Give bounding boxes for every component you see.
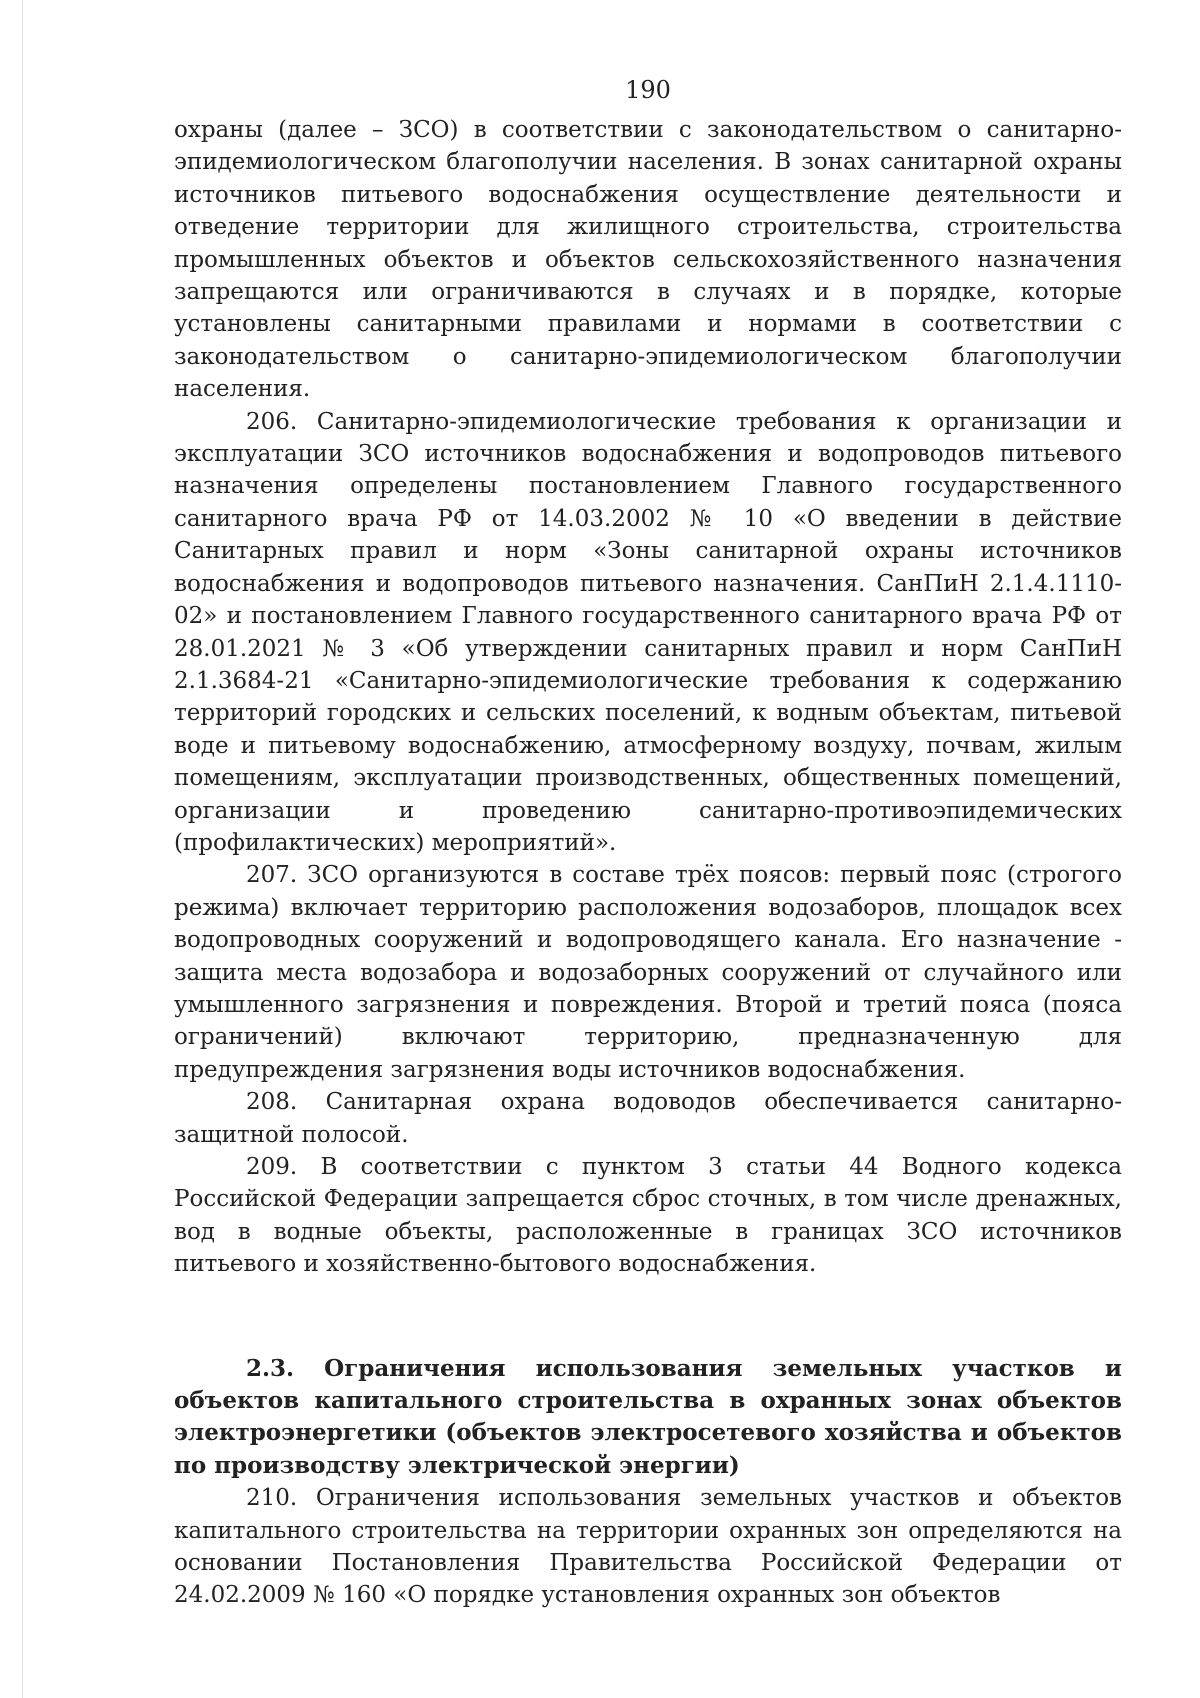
page-edge-line bbox=[22, 0, 23, 1698]
document-page bbox=[174, 70, 1122, 1612]
paragraph-210: 210. Ограничения использования земельных участков и объектов капитального строительства на территории охранных зон определяются на основании Постановления Правительства Российской Федерации от 24.02.2009 № 160 «О порядке установления охранных зон объектов bbox=[174, 1485, 1122, 1609]
paragraph-209: 209. В соответствии с пунктом 3 статьи 44 Водного кодекса Российской Федерации запрещается сброс сточных, в том числе дренажных, вод в водные объекты, расположенные в границах ЗСО источников питьевого и хозяйственно-бытового водоснабжения. bbox=[174, 1154, 1122, 1278]
page-number: 190 bbox=[625, 76, 671, 104]
paragraph-206: 206. Санитарно-эпидемиологические требования к организации и эксплуатации ЗСО источников водоснабжения и водопроводов питьевого назначения определены постановлением Главного государственного санитарного врача РФ от 14.03.2002 № 10 «О введении в действие Санитарных правил и норм «Зоны санитарной охраны источников водоснабжения и водопроводов питьевого назначения. СанПиН 2.1.4.1110-02» и постановлением Главного государственного санитарного врача РФ от 28.01.2021 № 3 «Об утверждении санитарных правил и норм СанПиН 2.1.3684-21 «Санитарно-эпидемиологические требования к содержанию территорий городских и сельских поселений, к водным объектам, питьевой воде и питьевому водоснабжению, атмосферному воздуху, почвам, жилым помещениям, эксплуатации производственных, общественных помещений, организации и проведению санитарно-противоэпидемических (профилактических) мероприятий». bbox=[174, 408, 1122, 856]
section-heading-2-3: 2.3. Ограничения использования земельных участков и объектов капитального строительства в охранных зонах объектов электроэнергетики (объектов электросетевого хозяйства и объектов по производству электрической энергии) bbox=[174, 1354, 1122, 1479]
paragraph-208: 208. Санитарная охрана водоводов обеспечивается санитарно-защитной полосой. bbox=[174, 1089, 1122, 1148]
paragraph-continuation: охраны (далее – ЗСО) в соответствии с законодательством о санитарно-эпидемиологическом благополучии населения. В зонах санитарной охраны источников питьевого водоснабжения осуществление деятельности и отведение территории для жилищного строительства, строительства промышленных объектов и объектов сельскохозяйственного назначения запрещаются или ограничиваются в случаях и в порядке, которые установлены санитарными правилами и нормами в соответствии с законодательством о санитарно-эпидемиологическом благополучии населения. bbox=[174, 117, 1122, 403]
paragraph-207: 207. ЗСО организуются в составе трёх поясов: первый пояс (строгого режима) включает территорию расположения водозаборов, площадок всех водопроводных сооружений и водопроводящего канала. Его назначение - защита места водозабора и водозаборных сооружений от случайного или умышленного загрязнения и повреждения. Второй и третий пояса (пояса ограничений) включают территорию, предназначенную для предупреждения загрязнения воды источников водоснабжения. bbox=[174, 862, 1122, 1083]
